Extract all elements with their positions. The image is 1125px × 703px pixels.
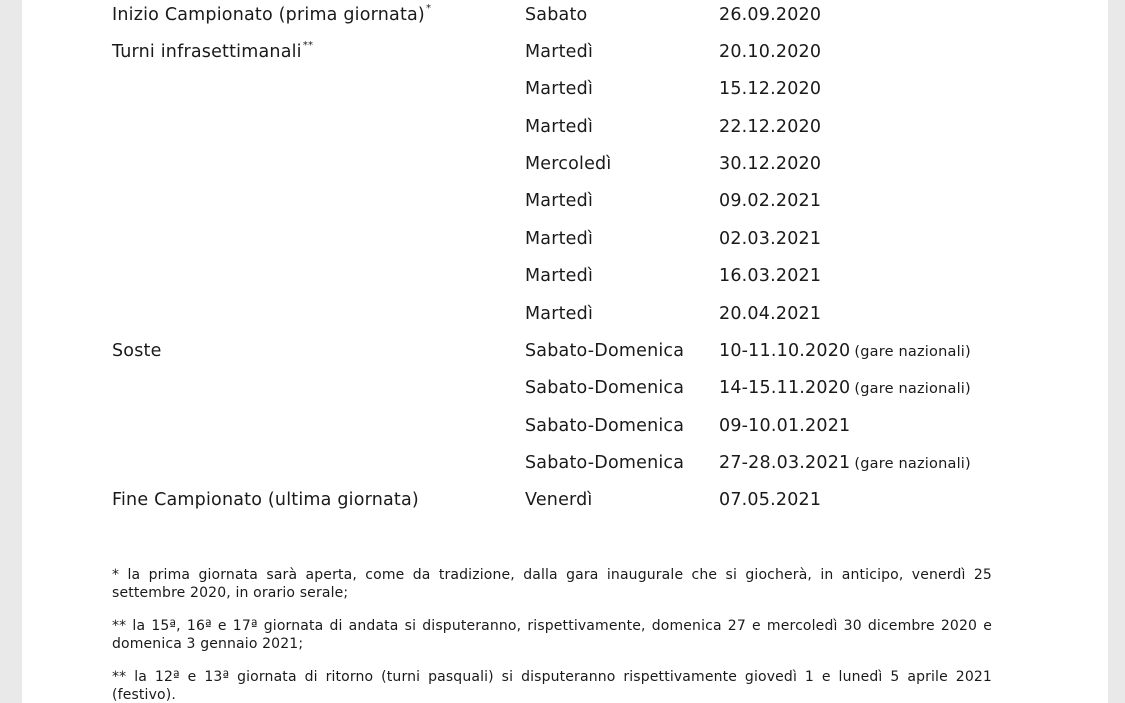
row-date: 20.10.2020 <box>719 42 822 62</box>
row-day: Martedì <box>525 79 594 99</box>
footnote-mark: ** <box>302 40 314 51</box>
row-day: Sabato-Domenica <box>525 416 685 436</box>
row-date: 30.12.2020 <box>719 154 822 174</box>
document-page <box>22 0 1108 703</box>
row-date: 27-28.03.2021 (gare nazionali) <box>719 453 971 473</box>
row-label: Soste <box>112 341 162 361</box>
schedule-row-breaks <box>22 339 1108 363</box>
row-note: (gare nazionali) <box>854 344 971 360</box>
schedule-row <box>22 77 1108 101</box>
row-day: Martedì <box>525 266 594 286</box>
row-date: 09-10.01.2021 <box>719 416 851 436</box>
schedule-row <box>22 189 1108 213</box>
schedule-row <box>22 152 1108 176</box>
schedule-row <box>22 451 1108 475</box>
row-label: Fine Campionato (ultima giornata) <box>112 490 419 510</box>
row-day: Martedì <box>525 42 594 62</box>
row-day: Martedì <box>525 117 594 137</box>
schedule-row <box>22 227 1108 251</box>
row-day: Sabato-Domenica <box>525 453 685 473</box>
row-date: 02.03.2021 <box>719 229 822 249</box>
schedule-row <box>22 302 1108 326</box>
schedule-row <box>22 414 1108 438</box>
schedule-row-season-start <box>22 3 1108 27</box>
row-note: (gare nazionali) <box>854 456 971 472</box>
row-day: Martedì <box>525 191 594 211</box>
row-label: Turni infrasettimanali** <box>112 40 314 62</box>
row-date: 22.12.2020 <box>719 117 822 137</box>
row-date: 15.12.2020 <box>719 79 822 99</box>
schedule-row-season-end <box>22 488 1108 512</box>
row-date: 26.09.2020 <box>719 5 822 25</box>
row-date: 20.04.2021 <box>719 304 822 324</box>
footnote-first-matchday: * la prima giornata sarà aperta, come da tradizione, dalla gara inaugurale che si giocherà, in anticipo, venerdì 25 settembre 2020, in orario serale; <box>112 567 992 601</box>
row-date: 14-15.11.2020 (gare nazionali) <box>719 378 971 398</box>
row-date: 10-11.10.2020 (gare nazionali) <box>719 341 971 361</box>
row-day: Mercoledì <box>525 154 612 174</box>
schedule-row <box>22 376 1108 400</box>
schedule-row-midweek <box>22 40 1108 64</box>
footnote-easter-matchdays: ** la 12ª e 13ª giornata di ritorno (turni pasquali) si disputeranno rispettivamente giovedì 1 e lunedì 5 aprile 2021 (festivo). <box>112 669 992 703</box>
row-day: Venerdì <box>525 490 593 510</box>
row-label: Inizio Campionato (prima giornata)* <box>112 3 432 25</box>
schedule-row <box>22 115 1108 139</box>
footnote-holiday-matchdays: ** la 15ª, 16ª e 17ª giornata di andata si disputeranno, rispettivamente, domenica 27 e mercoledì 30 dicembre 2020 e domenica 3 gennaio 2021; <box>112 618 992 652</box>
row-day: Sabato-Domenica <box>525 341 685 361</box>
footnote-mark: * <box>425 3 432 14</box>
row-day: Sabato <box>525 5 588 25</box>
row-date: 16.03.2021 <box>719 266 822 286</box>
row-day: Martedì <box>525 304 594 324</box>
schedule-row <box>22 264 1108 288</box>
row-note: (gare nazionali) <box>854 381 971 397</box>
row-date: 07.05.2021 <box>719 490 822 510</box>
row-day: Martedì <box>525 229 594 249</box>
row-date: 09.02.2021 <box>719 191 822 211</box>
row-day: Sabato-Domenica <box>525 378 685 398</box>
